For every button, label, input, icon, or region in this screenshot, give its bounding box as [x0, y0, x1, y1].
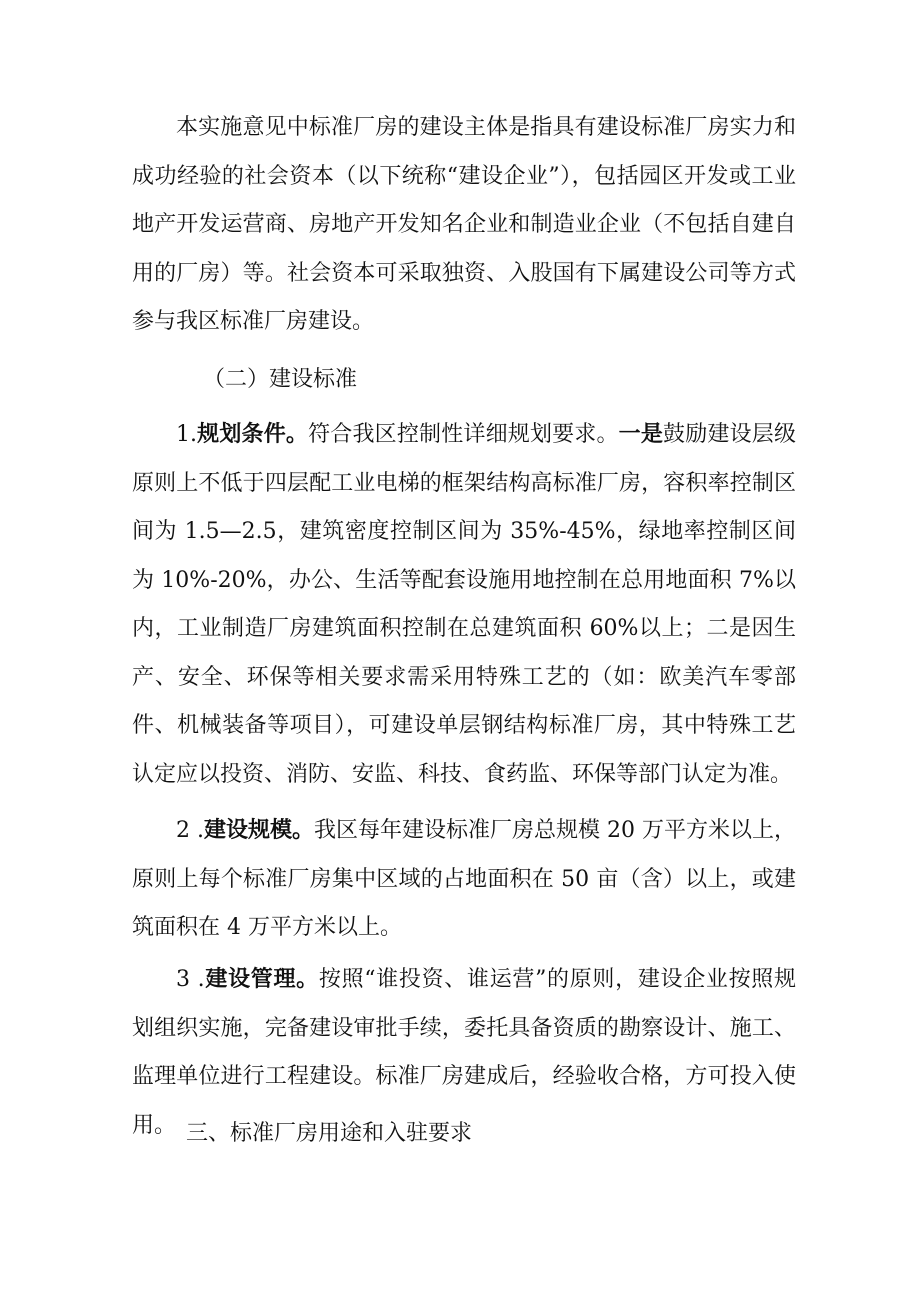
item-number: 2 . [176, 818, 204, 843]
paragraph-construction-subject [132, 104, 796, 347]
section-heading-usage-requirements: 三、标准厂房用途和入驻要求 [186, 1121, 473, 1146]
paragraph-text: 按照“谁投资、谁运营”的原则，建设企业按照规划组织实施，完备建设审批手续，委托具备资质的勘察设计、施工、监理单位进行工程建设。标准厂房建成后，经验收合格，方可投入使用。 [132, 967, 796, 1138]
item-title: 建设规模。 [203, 817, 314, 843]
emphasis-first-point: 一是 [618, 421, 664, 447]
paragraph-planning-conditions [132, 410, 796, 799]
item-title: 建设管理。 [204, 966, 319, 992]
paragraph-text: 本实施意见中标准厂房的建设主体是指具有建设标准厂房实力和成功经验的社会资本（以下统称“建设企业”），包括园区开发或工业地产开发运营商、房地产开发知名企业和制造业企业（不包括自建自用的厂房）等。社会资本可采取独资、入股国有下属建设公司等方式参与我区标准厂房建设。 [132, 115, 796, 334]
paragraph-text: 鼓励建设层级原则上不低于四层配工业电梯的框架结构高标准厂房，容积率控制区间为 1.5—2.5，建筑密度控制区间为 35%-45%，绿地率控制区间为 10%-20%，办公、生活等配套设施用地控制在总用地面积 7%以内，工业制造厂房建筑面积控制在总建筑面积 60%以上；二是因生产、安全、环保等相关要求需采用特殊工艺的（如：欧美汽车零部件、机械装备等项目），可建设单层钢结构标准厂房，其中特殊工艺认定应以投资、消防、安监、科技、食药监、环保等部门认定为准。 [132, 422, 796, 787]
paragraph-text: 我区每年建设标准厂房总规模 20 万平方米以上，原则上每个标准厂房集中区域的占地面积在 50 亩（含）以上，或建筑面积在 4 万平方米以上。 [132, 818, 796, 940]
item-title: 规划条件。 [197, 421, 309, 447]
section-heading-build-standard: （二）建设标准 [203, 367, 358, 392]
item-number: 3 . [176, 967, 205, 992]
paragraph-construction-scale [132, 806, 796, 953]
item-number: 1. [176, 422, 197, 447]
paragraph-text: 符合我区控制性详细规划要求。 [308, 422, 619, 447]
